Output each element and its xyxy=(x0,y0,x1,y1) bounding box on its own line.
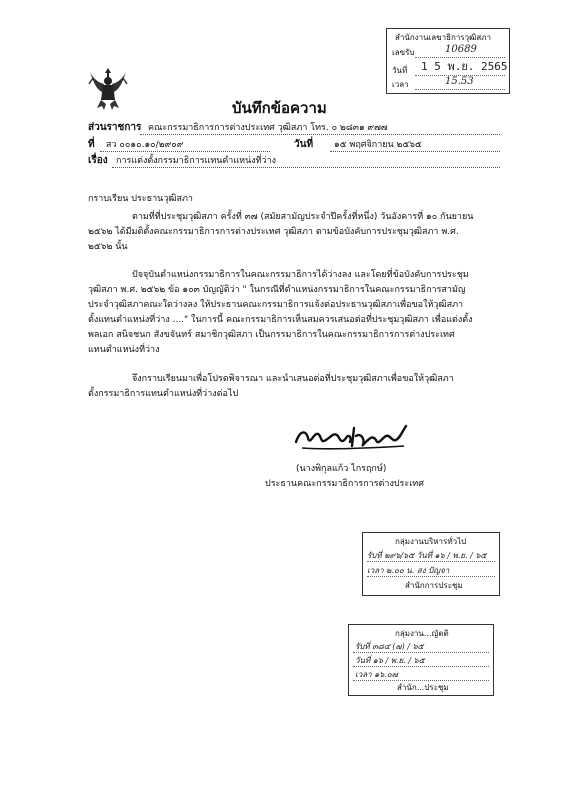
paragraph-line: ๒๕๖๒ ได้มีมติตั้งคณะกรรมาธิการการต่างประเทศ วุฒิสภา ตามข้อบังคับการประชุมวุฒิสภา พ.ศ. xyxy=(88,227,459,237)
paragraph-1 xyxy=(88,210,473,255)
receipt-stamp xyxy=(386,28,510,94)
subject-value: การแต่งตั้งกรรมาธิการแทนตำแหน่งที่ว่าง xyxy=(116,156,277,166)
paragraph-line: จึงกราบเรียนมาเพื่อโปรดพิจารณา และนำเสนอต่อที่ประชุมวุฒิสภาเพื่อขอให้วุฒิสภา xyxy=(132,374,454,384)
admin-stamp-rule xyxy=(367,576,495,577)
memo-title: บันทึกข้อความ xyxy=(232,99,327,117)
date-label: วันที่ xyxy=(294,139,314,150)
group-stamp-line2: วันที่ ๑๖ / พ.ย. / ๖๕ xyxy=(355,656,425,665)
paragraph-line: ๒๕๖๒ นั้น xyxy=(88,242,128,252)
paragraph-line: ตามที่ที่ประชุมวุฒิสภา ครั้งที่ ๓๗ (สมัยสามัญประจำปีครั้งที่หนึ่ง) วันอังคารที่ ๑๐ กันยายน xyxy=(132,212,474,222)
group-stamp-line3: เวลา ๑๖.๐๗ xyxy=(355,670,398,679)
group-stamp-line1: รับที่ ๓๘๔ (๗) / ๖๕ xyxy=(355,642,424,651)
group-stamp-rule xyxy=(353,652,489,653)
subject-label: เรื่อง xyxy=(88,155,108,166)
receipt-time-value: 15.53 xyxy=(445,76,474,87)
receipt-no-label: เลขรับ xyxy=(392,48,415,57)
receipt-date-label: วันที่ xyxy=(392,66,408,75)
department-label: ส่วนราชการ xyxy=(88,122,142,133)
department-value: คณะกรรมาธิการการต่างประเทศ วุฒิสภา โทร. ๐ ๒๘๓๑ ๙๗๗ xyxy=(148,123,388,133)
date-rule xyxy=(330,151,500,152)
salutation: กราบเรียน ประธานวุฒิสภา xyxy=(88,194,193,204)
paragraph-line: ปัจจุบันตำแหน่งกรรมาธิการในคณะกรรมาธิการได้ว่างลง และโดยที่ข้อบังคับการประชุม xyxy=(132,270,469,280)
admin-stamp-rule xyxy=(367,561,495,562)
receipt-office: สำนักงานเลขาธิการวุฒิสภา xyxy=(395,33,492,42)
subject-rule xyxy=(112,167,500,168)
group-stamp-rule xyxy=(353,666,489,667)
garuda-emblem-icon xyxy=(88,64,128,114)
signer-name: (นางพิกุลแก้ว ไกรฤกษ์) xyxy=(296,464,387,474)
ref-label: ที่ xyxy=(88,139,95,150)
signer-title: ประธานคณะกรรมาธิการการต่างประเทศ xyxy=(265,479,424,489)
paragraph-line: วุฒิสภา พ.ศ. ๒๕๖๒ ข้อ ๑๐๓ บัญญัติว่า " ในกรณีที่ตำแหน่งกรรมาธิการในคณะกรรมาธิการสามัญ xyxy=(88,285,466,295)
admin-stamp-title: กลุ่มงานบริหารทั่วไป xyxy=(395,537,467,546)
group-stamp-rule xyxy=(353,680,489,681)
paragraph-line: แทนตำแหน่งที่ว่าง xyxy=(88,345,160,355)
receipt-time-label: เวลา xyxy=(392,80,409,89)
admin-stamp xyxy=(362,532,500,596)
department-rule xyxy=(140,134,500,135)
paragraph-line: พลเอก สนิจชนก สังขจันทร์ สมาชิกวุฒิสภา เป็นกรรมาธิการในคณะกรรมาธิการการต่างประเทศ xyxy=(88,330,455,340)
ref-value: สว ๐๐๑๐.๑๐/๒๙๐๙ xyxy=(106,140,184,150)
paragraph-line: ประจำวุฒิสภาคณะใดว่างลง ให้ประธานคณะกรรมาธิการแจ้งต่อประธานวุฒิสภาเพื่อขอให้วุฒิสภา xyxy=(88,300,464,310)
group-stamp xyxy=(348,624,494,696)
date-value: ๑๕ พฤศจิกายน ๒๕๖๕ xyxy=(334,140,422,150)
paragraph-3 xyxy=(88,372,454,402)
paragraph-line: ตั้งกรรมาธิการแทนตำแหน่งที่ว่างต่อไป xyxy=(88,389,239,399)
receipt-no-value: 10689 xyxy=(445,44,477,55)
receipt-date-value: 1 5 พ.ย. 2565 xyxy=(421,60,508,73)
signature-image xyxy=(292,420,412,454)
admin-stamp-footer: สำนักการประชุม xyxy=(405,581,463,590)
paragraph-line: ตั้งแทนตำแหน่งที่ว่าง ...." ในการนี้ คณะกรรมาธิการเห็นสมควรเสนอต่อที่ประชุมวุฒิสภา เพื่อแต่งตั้ง xyxy=(88,315,473,325)
admin-stamp-line2: เวลา ๒.๐๐ น. สง ปัญจา xyxy=(367,566,450,575)
group-stamp-title: กลุ่มงาน...ญัตติ xyxy=(395,629,449,638)
receipt-rule xyxy=(415,89,505,90)
receipt-rule xyxy=(415,57,505,58)
ref-rule xyxy=(100,151,270,152)
paragraph-2 xyxy=(88,268,473,358)
admin-stamp-line1: รับที่ ๒๙๖/๖๕ วันที่ ๑๖ / พ.ย. / ๖๕ xyxy=(367,551,487,560)
group-stamp-footer: สำนัก...ประชุม xyxy=(397,683,449,692)
